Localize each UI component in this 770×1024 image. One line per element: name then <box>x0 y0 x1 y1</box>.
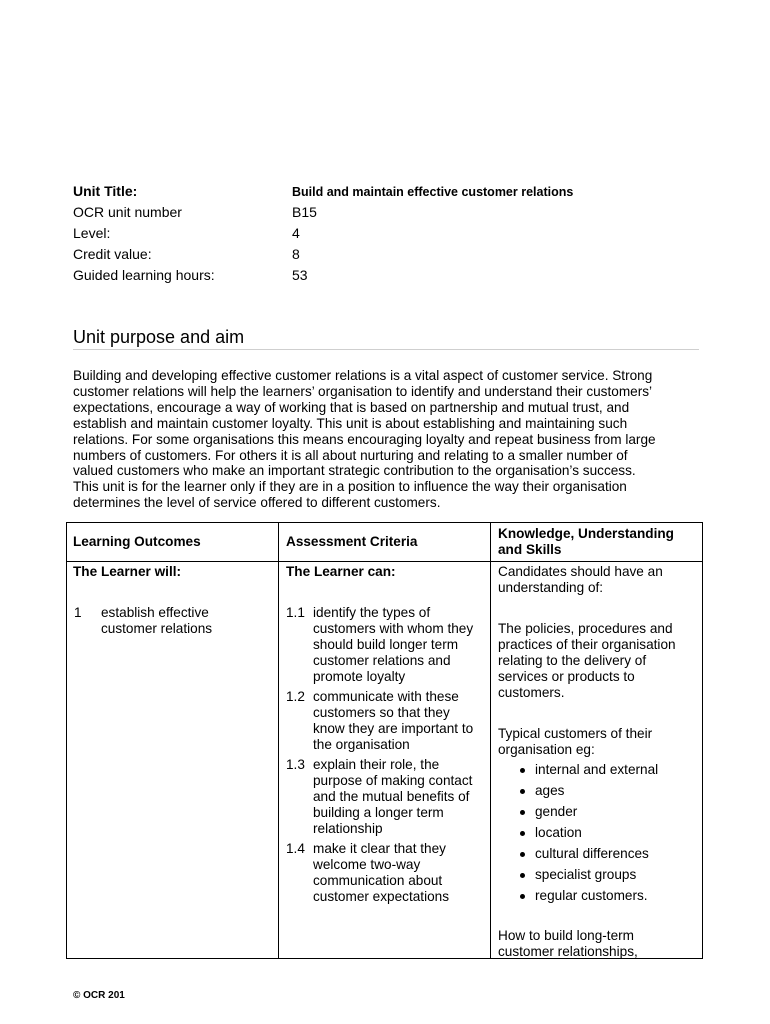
bullet-text: gender <box>535 804 578 819</box>
credit-value-value: 8 <box>292 246 300 262</box>
knowledge-policies <box>498 621 676 701</box>
knowledge-line: customer relationships, <box>498 944 638 959</box>
criterion-line: relationship <box>313 821 383 836</box>
bullet-icon <box>520 810 525 815</box>
purpose-line: establish and maintain customer loyalty. This unit is about establishing and maintaining such <box>73 415 628 431</box>
criterion-line: should build longer term <box>313 637 459 652</box>
bullet-icon <box>520 894 525 899</box>
knowledge-line: organisation eg: <box>498 742 595 757</box>
header-learning-outcomes: Learning Outcomes <box>73 534 201 549</box>
knowledge-line: Typical customers of their <box>498 726 653 741</box>
criterion-line: and the mutual benefits of <box>313 789 470 804</box>
criterion-number: 1.3 <box>286 757 305 772</box>
criterion-line: customers so that they <box>313 705 450 720</box>
criterion-line: know they are important to <box>313 721 474 736</box>
criterion-text <box>313 605 473 685</box>
unit-number-label: OCR unit number <box>73 204 182 220</box>
knowledge-line: customers. <box>498 685 565 700</box>
level-value: 4 <box>292 225 300 241</box>
guided-hours-value: 53 <box>292 267 308 283</box>
criterion-line: promote loyalty <box>313 669 406 684</box>
heading-divider <box>73 349 699 350</box>
subheader-candidates <box>498 564 663 596</box>
purpose-line: Building and developing effective customer relations is a vital aspect of customer service. Strong <box>73 368 653 383</box>
knowledge-line: services or products to <box>498 669 635 684</box>
unit-title-value: Build and maintain effective customer relations <box>292 185 574 199</box>
knowledge-line: relating to the delivery of <box>498 653 647 668</box>
bullet-icon <box>520 768 525 773</box>
bullet-icon <box>520 789 525 794</box>
bullet-text: location <box>535 825 582 840</box>
outcome-line: establish effective <box>101 605 209 620</box>
purpose-line: expectations, encourage a way of working that is based on partnership and mutual trust, and <box>73 399 630 415</box>
subheader-candidates-line: understanding of: <box>498 580 604 595</box>
bullet-text: specialist groups <box>535 867 637 882</box>
criterion-line: communicate with these <box>313 689 459 704</box>
table-column-divider <box>278 523 279 958</box>
criterion-line: identify the types of <box>313 605 431 620</box>
criterion-line: the organisation <box>313 737 410 752</box>
header-knowledge-line: Knowledge, Understanding <box>498 526 674 541</box>
knowledge-line: The policies, procedures and <box>498 621 673 636</box>
criterion-line: explain their role, the <box>313 757 440 772</box>
criterion-line: purpose of making contact <box>313 773 473 788</box>
criterion-line: customers with whom they <box>313 621 474 636</box>
criterion-line: welcome two-way <box>313 857 421 872</box>
bullet-text: ages <box>535 783 565 798</box>
credit-value-label: Credit value: <box>73 246 152 262</box>
outcome-line: customer relations <box>101 621 213 636</box>
purpose-line: This unit is for the learner only if they are in a position to influence the way their organisation <box>73 479 627 495</box>
purpose-line: relations. For some organisations this means encouraging loyalty and repeat business from large <box>73 431 656 447</box>
subheader-candidates-line: Candidates should have an <box>498 564 663 579</box>
criterion-line: communication about <box>313 873 443 888</box>
knowledge-typical-customers <box>498 726 652 758</box>
knowledge-line: How to build long-term <box>498 928 634 943</box>
table-header-divider <box>67 561 702 562</box>
level-label: Level: <box>73 225 111 241</box>
criterion-text <box>313 689 473 753</box>
bullet-text: regular customers. <box>535 888 648 903</box>
bullet-icon <box>520 852 525 857</box>
purpose-line: valued customers who make an important strategic contribution to the organisation’s success. <box>73 463 636 479</box>
criterion-line: customer expectations <box>313 889 450 904</box>
guided-hours-label: Guided learning hours: <box>73 267 215 283</box>
purpose-line: customer relations will help the learners’ organisation to identify and understand their customers’ <box>73 383 653 399</box>
unit-title-label: Unit Title: <box>73 183 138 199</box>
bullet-text: internal and external <box>535 762 659 777</box>
outcome-text <box>101 605 212 637</box>
header-knowledge-skills <box>498 526 674 558</box>
section-heading: Unit purpose and aim <box>73 327 245 347</box>
outcome-number: 1 <box>74 605 82 620</box>
header-knowledge-line: and Skills <box>498 542 562 557</box>
copyright-footer: © OCR 201 <box>73 990 125 1001</box>
unit-number-value: B15 <box>292 204 317 220</box>
purpose-paragraph <box>73 368 699 511</box>
bullet-text: cultural differences <box>535 846 649 861</box>
knowledge-line: practices of their organisation <box>498 637 676 652</box>
criterion-line: make it clear that they <box>313 841 446 856</box>
knowledge-long-term <box>498 928 638 960</box>
criterion-line: building a longer term <box>313 805 444 820</box>
criterion-text <box>313 841 449 905</box>
criterion-number: 1.2 <box>286 689 305 704</box>
criterion-number: 1.4 <box>286 841 305 856</box>
subheader-learner-can: The Learner can: <box>286 564 396 579</box>
criterion-number: 1.1 <box>286 605 305 620</box>
purpose-line: numbers of customers. For others it is all about nurturing and relating to a smaller number of <box>73 447 628 463</box>
table-column-divider <box>490 523 491 958</box>
criterion-text <box>313 757 472 837</box>
purpose-line: determines the level of service offered to different customers. <box>73 495 441 511</box>
header-assessment-criteria: Assessment Criteria <box>286 534 418 549</box>
subheader-learner-will: The Learner will: <box>73 564 182 579</box>
bullet-icon <box>520 831 525 836</box>
criterion-line: customer relations and <box>313 653 451 668</box>
bullet-icon <box>520 873 525 878</box>
